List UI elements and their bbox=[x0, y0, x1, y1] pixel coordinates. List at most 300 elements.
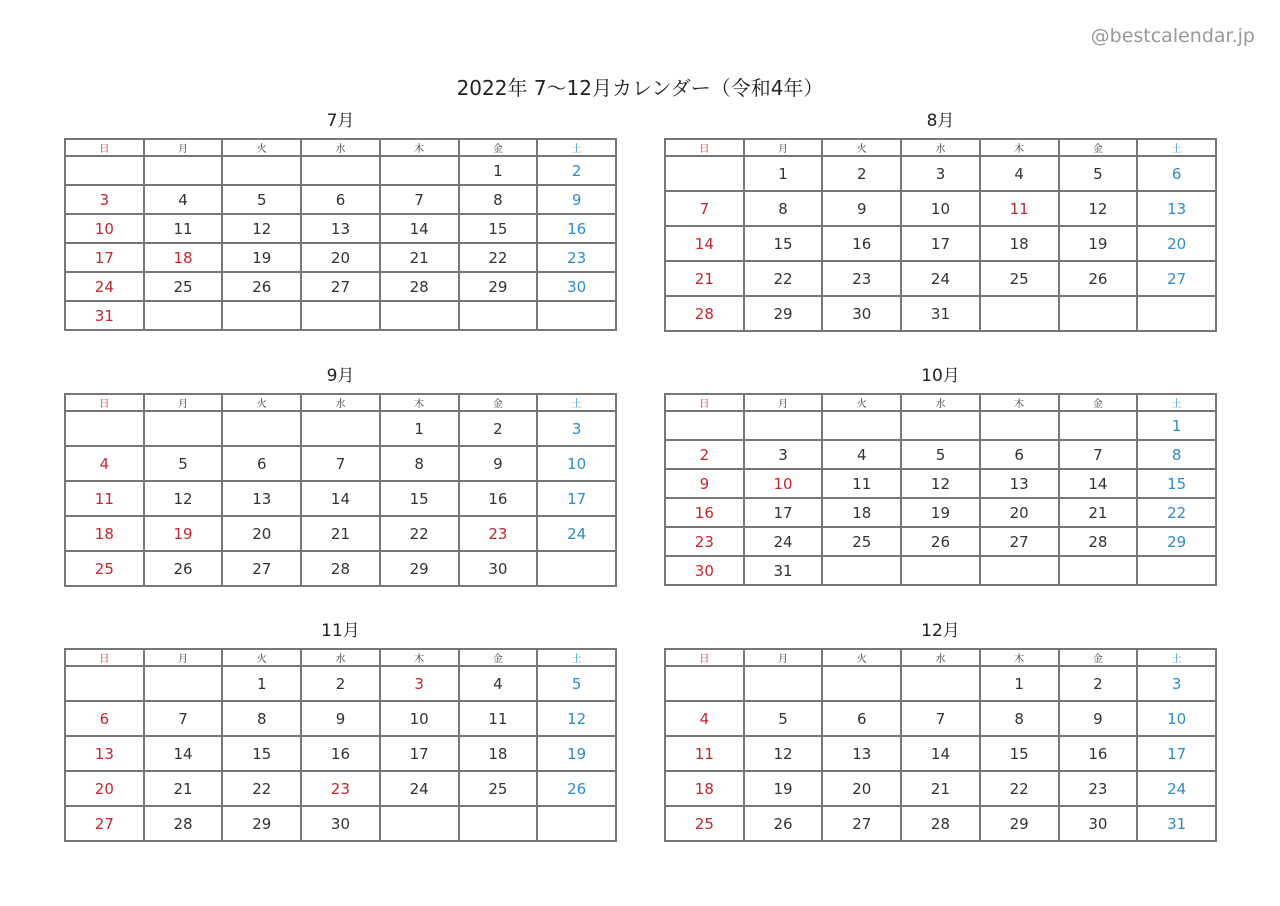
day-cell: 27 bbox=[222, 551, 301, 586]
empty-cell bbox=[1059, 411, 1138, 440]
empty-cell bbox=[665, 156, 744, 191]
week-row bbox=[665, 296, 1216, 331]
weekday-header: 日 bbox=[65, 139, 144, 156]
day-cell: 17 bbox=[537, 481, 616, 516]
week-row bbox=[65, 214, 616, 243]
empty-cell bbox=[380, 806, 459, 841]
day-cell: 27 bbox=[1137, 261, 1216, 296]
day-cell: 12 bbox=[901, 469, 980, 498]
week-row bbox=[65, 666, 616, 701]
day-cell: 5 bbox=[1059, 156, 1138, 191]
day-cell: 21 bbox=[1059, 498, 1138, 527]
weekday-header: 土 bbox=[1137, 649, 1216, 666]
empty-cell bbox=[301, 301, 380, 330]
day-cell: 23 bbox=[459, 516, 538, 551]
day-cell: 7 bbox=[144, 701, 223, 736]
week-row bbox=[65, 301, 616, 330]
month-title: 10月 bbox=[921, 366, 960, 386]
day-cell: 1 bbox=[380, 411, 459, 446]
day-cell: 30 bbox=[1059, 806, 1138, 841]
day-cell: 4 bbox=[144, 185, 223, 214]
day-cell: 10 bbox=[744, 469, 823, 498]
empty-cell bbox=[901, 556, 980, 585]
day-cell: 14 bbox=[380, 214, 459, 243]
weekday-header: 水 bbox=[301, 649, 380, 666]
day-cell: 13 bbox=[222, 481, 301, 516]
day-cell: 20 bbox=[222, 516, 301, 551]
day-cell: 22 bbox=[380, 516, 459, 551]
day-cell: 18 bbox=[980, 226, 1059, 261]
day-cell: 23 bbox=[665, 527, 744, 556]
day-cell: 1 bbox=[459, 156, 538, 185]
day-cell: 29 bbox=[980, 806, 1059, 841]
day-cell: 4 bbox=[822, 440, 901, 469]
day-cell: 24 bbox=[901, 261, 980, 296]
day-cell: 15 bbox=[980, 736, 1059, 771]
day-cell: 20 bbox=[301, 243, 380, 272]
day-cell: 25 bbox=[65, 551, 144, 586]
weekday-header: 金 bbox=[459, 139, 538, 156]
day-cell: 3 bbox=[65, 185, 144, 214]
month-grid bbox=[64, 138, 617, 331]
empty-cell bbox=[144, 301, 223, 330]
day-cell: 14 bbox=[901, 736, 980, 771]
day-cell: 15 bbox=[744, 226, 823, 261]
day-cell: 26 bbox=[537, 771, 616, 806]
calendar-july bbox=[64, 110, 617, 331]
calendar-november bbox=[64, 620, 617, 842]
empty-cell bbox=[222, 301, 301, 330]
day-cell: 17 bbox=[901, 226, 980, 261]
day-cell: 20 bbox=[65, 771, 144, 806]
month-title: 9月 bbox=[326, 366, 355, 386]
month-title: 11月 bbox=[321, 621, 360, 641]
day-cell: 11 bbox=[65, 481, 144, 516]
day-cell: 29 bbox=[459, 272, 538, 301]
weekday-header: 火 bbox=[822, 394, 901, 411]
empty-cell bbox=[380, 156, 459, 185]
weekday-header: 月 bbox=[744, 139, 823, 156]
weekday-header: 木 bbox=[980, 139, 1059, 156]
week-row bbox=[65, 701, 616, 736]
week-row bbox=[65, 771, 616, 806]
day-cell: 14 bbox=[665, 226, 744, 261]
day-cell: 6 bbox=[980, 440, 1059, 469]
month-title: 8月 bbox=[926, 111, 955, 131]
day-cell: 6 bbox=[1137, 156, 1216, 191]
day-cell: 29 bbox=[222, 806, 301, 841]
empty-cell bbox=[901, 411, 980, 440]
weekday-header: 木 bbox=[380, 394, 459, 411]
weekday-header: 日 bbox=[65, 649, 144, 666]
weekday-header: 金 bbox=[459, 649, 538, 666]
day-cell: 13 bbox=[65, 736, 144, 771]
week-row bbox=[665, 736, 1216, 771]
day-cell: 2 bbox=[665, 440, 744, 469]
day-cell: 9 bbox=[537, 185, 616, 214]
day-cell: 16 bbox=[1059, 736, 1138, 771]
empty-cell bbox=[980, 296, 1059, 331]
weekday-header: 火 bbox=[822, 649, 901, 666]
day-cell: 1 bbox=[1137, 411, 1216, 440]
week-row bbox=[665, 701, 1216, 736]
empty-cell bbox=[459, 301, 538, 330]
day-cell: 3 bbox=[901, 156, 980, 191]
day-cell: 26 bbox=[901, 527, 980, 556]
empty-cell bbox=[1137, 296, 1216, 331]
month-grid bbox=[664, 138, 1217, 332]
month-grid bbox=[64, 393, 617, 587]
weekday-header: 金 bbox=[1059, 139, 1138, 156]
day-cell: 16 bbox=[301, 736, 380, 771]
day-cell: 31 bbox=[901, 296, 980, 331]
watermark: @bestcalendar.jp bbox=[1090, 25, 1255, 47]
day-cell: 6 bbox=[301, 185, 380, 214]
day-cell: 25 bbox=[459, 771, 538, 806]
page-title: 2022年 7〜12月カレンダー（令和4年） bbox=[456, 76, 824, 100]
day-cell: 31 bbox=[1137, 806, 1216, 841]
day-cell: 11 bbox=[144, 214, 223, 243]
day-cell: 11 bbox=[665, 736, 744, 771]
day-cell: 10 bbox=[65, 214, 144, 243]
weekday-header: 日 bbox=[665, 394, 744, 411]
day-cell: 25 bbox=[665, 806, 744, 841]
day-cell: 28 bbox=[901, 806, 980, 841]
day-cell: 23 bbox=[1059, 771, 1138, 806]
week-row bbox=[65, 272, 616, 301]
day-cell: 24 bbox=[744, 527, 823, 556]
day-cell: 24 bbox=[537, 516, 616, 551]
month-grid bbox=[64, 648, 617, 842]
day-cell: 9 bbox=[459, 446, 538, 481]
day-cell: 5 bbox=[144, 446, 223, 481]
day-cell: 8 bbox=[1137, 440, 1216, 469]
day-cell: 2 bbox=[1059, 666, 1138, 701]
day-cell: 16 bbox=[665, 498, 744, 527]
empty-cell bbox=[222, 156, 301, 185]
empty-cell bbox=[1059, 556, 1138, 585]
day-cell: 12 bbox=[1059, 191, 1138, 226]
weekday-header: 月 bbox=[744, 649, 823, 666]
day-cell: 20 bbox=[1137, 226, 1216, 261]
day-cell: 17 bbox=[744, 498, 823, 527]
weekday-header: 水 bbox=[301, 139, 380, 156]
day-cell: 15 bbox=[222, 736, 301, 771]
empty-cell bbox=[222, 411, 301, 446]
day-cell: 21 bbox=[901, 771, 980, 806]
day-cell: 19 bbox=[144, 516, 223, 551]
day-cell: 4 bbox=[65, 446, 144, 481]
day-cell: 21 bbox=[144, 771, 223, 806]
month-title: 12月 bbox=[921, 621, 960, 641]
day-cell: 11 bbox=[822, 469, 901, 498]
day-cell: 24 bbox=[65, 272, 144, 301]
empty-cell bbox=[65, 156, 144, 185]
empty-cell bbox=[144, 411, 223, 446]
day-cell: 26 bbox=[222, 272, 301, 301]
day-cell: 24 bbox=[1137, 771, 1216, 806]
day-cell: 19 bbox=[744, 771, 823, 806]
day-cell: 18 bbox=[665, 771, 744, 806]
week-row bbox=[65, 411, 616, 446]
empty-cell bbox=[301, 411, 380, 446]
day-cell: 6 bbox=[222, 446, 301, 481]
week-row bbox=[665, 261, 1216, 296]
day-cell: 8 bbox=[222, 701, 301, 736]
day-cell: 26 bbox=[744, 806, 823, 841]
empty-cell bbox=[665, 666, 744, 701]
week-row bbox=[665, 469, 1216, 498]
day-cell: 5 bbox=[537, 666, 616, 701]
day-cell: 30 bbox=[665, 556, 744, 585]
day-cell: 18 bbox=[459, 736, 538, 771]
weekday-header: 火 bbox=[222, 649, 301, 666]
day-cell: 22 bbox=[222, 771, 301, 806]
day-cell: 3 bbox=[1137, 666, 1216, 701]
weekday-header: 日 bbox=[665, 649, 744, 666]
weekday-header: 木 bbox=[980, 394, 1059, 411]
week-row bbox=[65, 736, 616, 771]
weekday-header: 土 bbox=[537, 394, 616, 411]
day-cell: 13 bbox=[980, 469, 1059, 498]
day-cell: 28 bbox=[144, 806, 223, 841]
day-cell: 7 bbox=[301, 446, 380, 481]
day-cell: 2 bbox=[537, 156, 616, 185]
empty-cell bbox=[1059, 296, 1138, 331]
month-grid bbox=[664, 648, 1217, 842]
empty-cell bbox=[301, 156, 380, 185]
day-cell: 28 bbox=[380, 272, 459, 301]
day-cell: 7 bbox=[665, 191, 744, 226]
weekday-header: 土 bbox=[537, 139, 616, 156]
weekday-header: 水 bbox=[901, 649, 980, 666]
day-cell: 29 bbox=[380, 551, 459, 586]
day-cell: 2 bbox=[459, 411, 538, 446]
weekday-header: 水 bbox=[901, 394, 980, 411]
day-cell: 1 bbox=[744, 156, 823, 191]
week-row bbox=[665, 411, 1216, 440]
day-cell: 21 bbox=[665, 261, 744, 296]
day-cell: 24 bbox=[380, 771, 459, 806]
day-cell: 19 bbox=[222, 243, 301, 272]
day-cell: 5 bbox=[222, 185, 301, 214]
calendar-september bbox=[64, 365, 617, 587]
day-cell: 30 bbox=[537, 272, 616, 301]
day-cell: 22 bbox=[459, 243, 538, 272]
day-cell: 22 bbox=[980, 771, 1059, 806]
day-cell: 8 bbox=[744, 191, 823, 226]
day-cell: 12 bbox=[537, 701, 616, 736]
week-row bbox=[665, 556, 1216, 585]
day-cell: 8 bbox=[980, 701, 1059, 736]
empty-cell bbox=[537, 806, 616, 841]
calendar-december bbox=[664, 620, 1217, 842]
day-cell: 4 bbox=[459, 666, 538, 701]
weekday-header: 土 bbox=[537, 649, 616, 666]
day-cell: 30 bbox=[301, 806, 380, 841]
empty-cell bbox=[822, 666, 901, 701]
day-cell: 6 bbox=[65, 701, 144, 736]
day-cell: 16 bbox=[822, 226, 901, 261]
day-cell: 4 bbox=[665, 701, 744, 736]
day-cell: 18 bbox=[822, 498, 901, 527]
empty-cell bbox=[65, 666, 144, 701]
day-cell: 9 bbox=[665, 469, 744, 498]
week-row bbox=[665, 226, 1216, 261]
weekday-header: 水 bbox=[901, 139, 980, 156]
day-cell: 14 bbox=[301, 481, 380, 516]
day-cell: 28 bbox=[1059, 527, 1138, 556]
week-row bbox=[65, 551, 616, 586]
week-row bbox=[65, 446, 616, 481]
weekday-header: 火 bbox=[822, 139, 901, 156]
week-row bbox=[665, 771, 1216, 806]
week-row bbox=[665, 666, 1216, 701]
day-cell: 8 bbox=[459, 185, 538, 214]
day-cell: 2 bbox=[301, 666, 380, 701]
weekday-header: 水 bbox=[301, 394, 380, 411]
day-cell: 3 bbox=[380, 666, 459, 701]
day-cell: 27 bbox=[65, 806, 144, 841]
empty-cell bbox=[537, 551, 616, 586]
weekday-header: 木 bbox=[980, 649, 1059, 666]
day-cell: 31 bbox=[744, 556, 823, 585]
weekday-header: 金 bbox=[1059, 649, 1138, 666]
empty-cell bbox=[65, 411, 144, 446]
empty-cell bbox=[822, 411, 901, 440]
day-cell: 15 bbox=[1137, 469, 1216, 498]
week-row bbox=[65, 516, 616, 551]
weekday-header: 土 bbox=[1137, 139, 1216, 156]
day-cell: 5 bbox=[744, 701, 823, 736]
day-cell: 27 bbox=[822, 806, 901, 841]
day-cell: 7 bbox=[380, 185, 459, 214]
day-cell: 19 bbox=[537, 736, 616, 771]
week-row bbox=[665, 806, 1216, 841]
day-cell: 25 bbox=[144, 272, 223, 301]
empty-cell bbox=[744, 666, 823, 701]
day-cell: 16 bbox=[459, 481, 538, 516]
empty-cell bbox=[380, 301, 459, 330]
weekday-header: 月 bbox=[144, 139, 223, 156]
week-row bbox=[65, 185, 616, 214]
day-cell: 14 bbox=[1059, 469, 1138, 498]
day-cell: 6 bbox=[822, 701, 901, 736]
day-cell: 5 bbox=[901, 440, 980, 469]
week-row bbox=[665, 498, 1216, 527]
week-row bbox=[665, 156, 1216, 191]
empty-cell bbox=[822, 556, 901, 585]
empty-cell bbox=[144, 666, 223, 701]
day-cell: 30 bbox=[822, 296, 901, 331]
day-cell: 26 bbox=[1059, 261, 1138, 296]
day-cell: 27 bbox=[301, 272, 380, 301]
day-cell: 7 bbox=[1059, 440, 1138, 469]
day-cell: 23 bbox=[301, 771, 380, 806]
month-grid bbox=[664, 393, 1217, 586]
day-cell: 12 bbox=[222, 214, 301, 243]
day-cell: 2 bbox=[822, 156, 901, 191]
day-cell: 18 bbox=[65, 516, 144, 551]
day-cell: 18 bbox=[144, 243, 223, 272]
calendar-october bbox=[664, 365, 1217, 586]
day-cell: 11 bbox=[459, 701, 538, 736]
day-cell: 30 bbox=[459, 551, 538, 586]
day-cell: 10 bbox=[901, 191, 980, 226]
day-cell: 16 bbox=[537, 214, 616, 243]
day-cell: 21 bbox=[301, 516, 380, 551]
day-cell: 17 bbox=[65, 243, 144, 272]
empty-cell bbox=[744, 411, 823, 440]
day-cell: 21 bbox=[380, 243, 459, 272]
day-cell: 10 bbox=[380, 701, 459, 736]
weekday-header: 木 bbox=[380, 139, 459, 156]
calendar-august bbox=[664, 110, 1217, 332]
day-cell: 22 bbox=[744, 261, 823, 296]
day-cell: 23 bbox=[537, 243, 616, 272]
weekday-header: 月 bbox=[144, 649, 223, 666]
day-cell: 10 bbox=[1137, 701, 1216, 736]
day-cell: 8 bbox=[380, 446, 459, 481]
day-cell: 20 bbox=[980, 498, 1059, 527]
day-cell: 13 bbox=[301, 214, 380, 243]
empty-cell bbox=[459, 806, 538, 841]
day-cell: 23 bbox=[822, 261, 901, 296]
day-cell: 17 bbox=[1137, 736, 1216, 771]
day-cell: 26 bbox=[144, 551, 223, 586]
weekday-header: 火 bbox=[222, 394, 301, 411]
empty-cell bbox=[1137, 556, 1216, 585]
day-cell: 3 bbox=[537, 411, 616, 446]
day-cell: 9 bbox=[822, 191, 901, 226]
day-cell: 15 bbox=[380, 481, 459, 516]
empty-cell bbox=[144, 156, 223, 185]
day-cell: 29 bbox=[1137, 527, 1216, 556]
day-cell: 1 bbox=[222, 666, 301, 701]
weekday-header: 土 bbox=[1137, 394, 1216, 411]
empty-cell bbox=[537, 301, 616, 330]
empty-cell bbox=[980, 411, 1059, 440]
weekday-header: 金 bbox=[459, 394, 538, 411]
week-row bbox=[65, 156, 616, 185]
month-title: 7月 bbox=[326, 111, 355, 131]
empty-cell bbox=[980, 556, 1059, 585]
day-cell: 25 bbox=[822, 527, 901, 556]
day-cell: 4 bbox=[980, 156, 1059, 191]
day-cell: 1 bbox=[980, 666, 1059, 701]
day-cell: 7 bbox=[901, 701, 980, 736]
day-cell: 22 bbox=[1137, 498, 1216, 527]
day-cell: 13 bbox=[822, 736, 901, 771]
day-cell: 25 bbox=[980, 261, 1059, 296]
weekday-header: 日 bbox=[65, 394, 144, 411]
week-row bbox=[665, 191, 1216, 226]
weekday-header: 月 bbox=[144, 394, 223, 411]
day-cell: 9 bbox=[301, 701, 380, 736]
weekday-header: 火 bbox=[222, 139, 301, 156]
week-row bbox=[65, 481, 616, 516]
day-cell: 10 bbox=[537, 446, 616, 481]
day-cell: 12 bbox=[144, 481, 223, 516]
week-row bbox=[65, 806, 616, 841]
weekday-header: 月 bbox=[744, 394, 823, 411]
day-cell: 19 bbox=[901, 498, 980, 527]
weekday-header: 日 bbox=[665, 139, 744, 156]
day-cell: 20 bbox=[822, 771, 901, 806]
day-cell: 28 bbox=[301, 551, 380, 586]
weekday-header: 木 bbox=[380, 649, 459, 666]
day-cell: 27 bbox=[980, 527, 1059, 556]
